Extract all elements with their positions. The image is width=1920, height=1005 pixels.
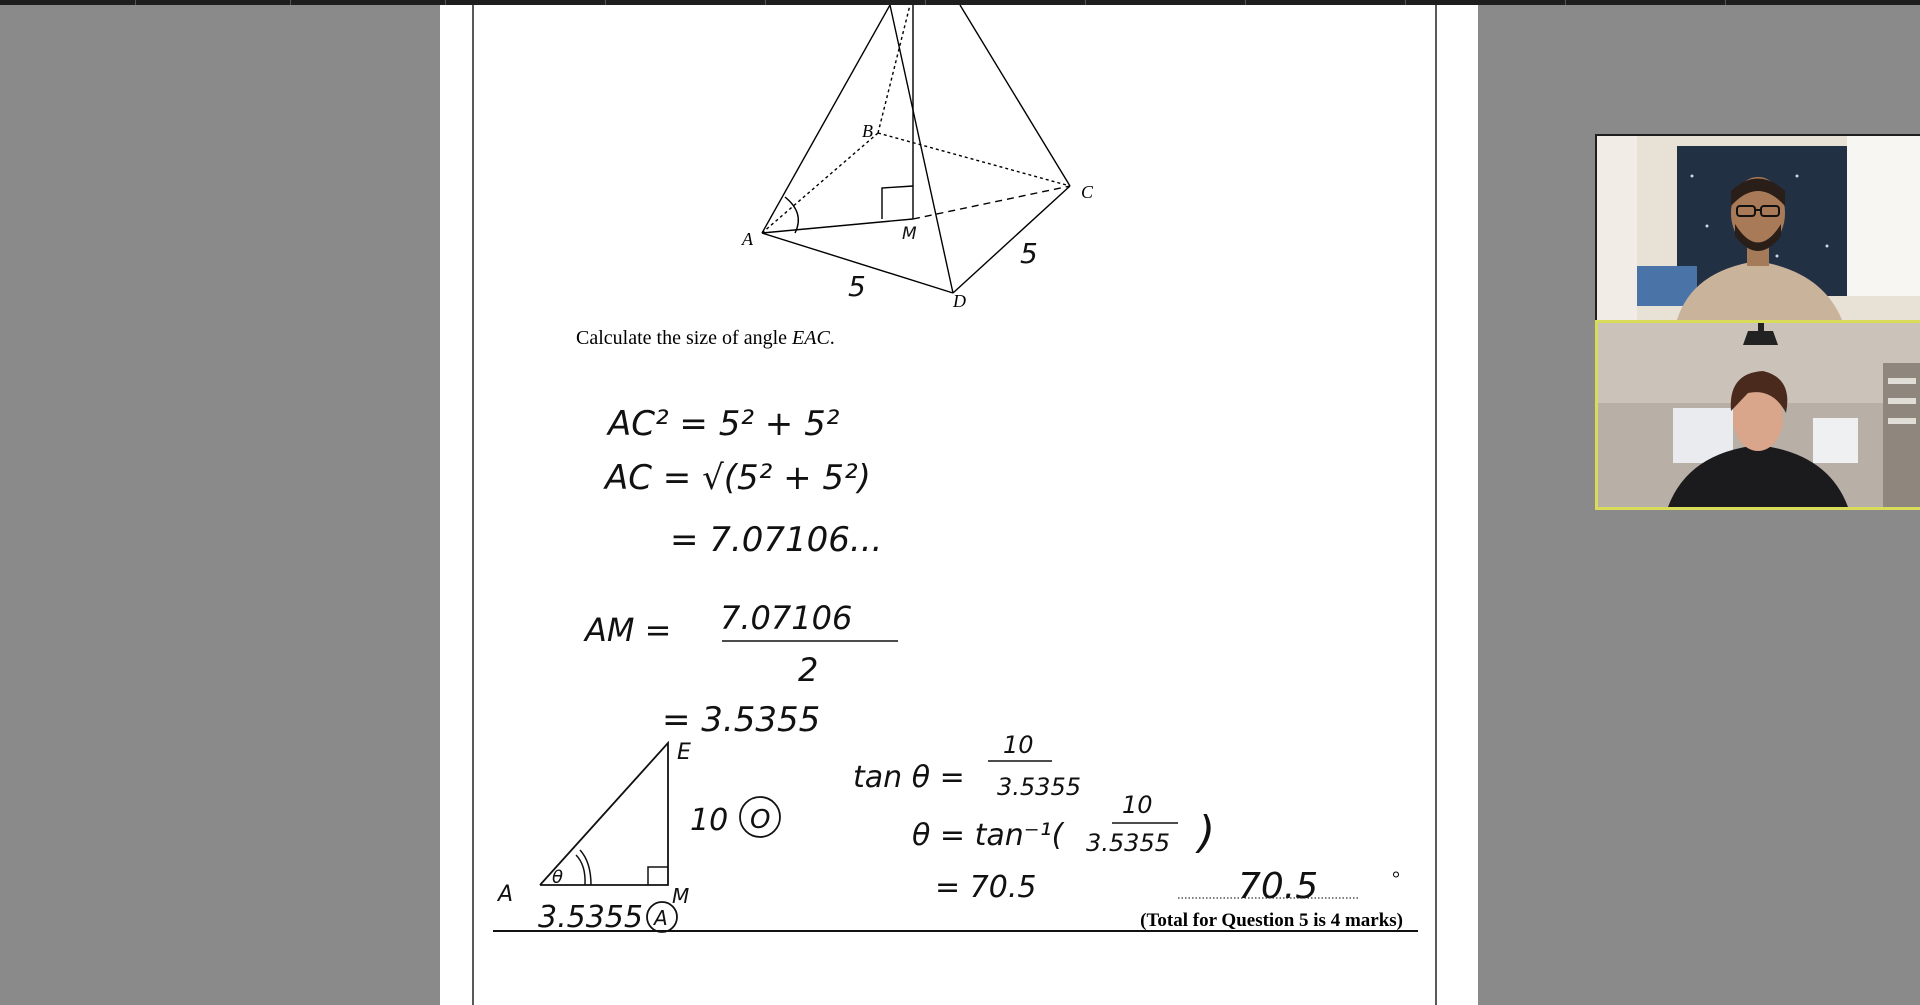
working-am-result: = 3.5355 [662,700,821,740]
answer-value: 70.5 [1238,866,1319,907]
working-line-1: AC² = 5² + 5² [608,404,840,444]
label-vertex-c: C [1081,182,1094,202]
working-theta-line: θ = tan⁻¹( [912,818,1064,853]
total-marks: (Total for Question 5 is 4 marks) [1140,910,1403,931]
triangle-vertex-a: A [498,882,514,907]
student-video-frame [1598,323,1920,507]
working-am-denominator: 2 [798,651,819,689]
working-theta-denominator: 3.5355 [1086,829,1170,857]
working-tan-denominator: 3.5355 [997,773,1081,801]
label-vertex-m: M [902,224,917,244]
triangle-sketch [496,740,780,935]
working-theta-numerator: 10 [1122,791,1153,819]
label-side-dc: 5 [1020,237,1038,270]
working-tan-left: tan θ = [853,760,965,795]
question-suffix: . [829,327,835,349]
working-am-label: AM = [585,611,672,649]
exam-page [440,5,1478,1005]
working-theta-close: ) [1198,807,1216,858]
working-result-line: = 70.5 [935,870,1037,905]
video-tile-teacher[interactable] [1595,134,1920,322]
label-vertex-d: D [953,291,966,311]
working-line-3: = 7.07106... [670,520,883,560]
triangle-adjacent-length: 3.5355 [538,900,643,935]
video-tile-student[interactable] [1595,320,1920,510]
question-prefix: Calculate the size of angle [576,327,793,349]
answer-unit: ° [1392,868,1400,890]
triangle-opposite-circle-label: O [750,805,771,835]
triangle-vertex-e: E [677,740,691,765]
triangle-adjacent-circle-label: A [654,906,668,930]
triangle-angle-theta: θ [552,867,564,888]
teacher-video-frame [1597,136,1920,320]
question-prompt [576,327,835,350]
handwritten-working [583,404,1215,905]
working-am-numerator: 7.07106 [720,599,853,637]
question-angle-name: EAC [792,327,830,349]
label-vertex-a: A [742,229,753,249]
working-tan-numerator: 10 [1003,731,1034,759]
triangle-opposite-length: 10 [690,803,729,838]
page-drawing [440,5,1478,1005]
triangle-vertex-m: M [672,884,690,908]
label-vertex-b: B [862,121,873,141]
label-side-ad: 5 [848,270,866,303]
working-line-2: AC = √(5² + 5²) [605,458,871,498]
